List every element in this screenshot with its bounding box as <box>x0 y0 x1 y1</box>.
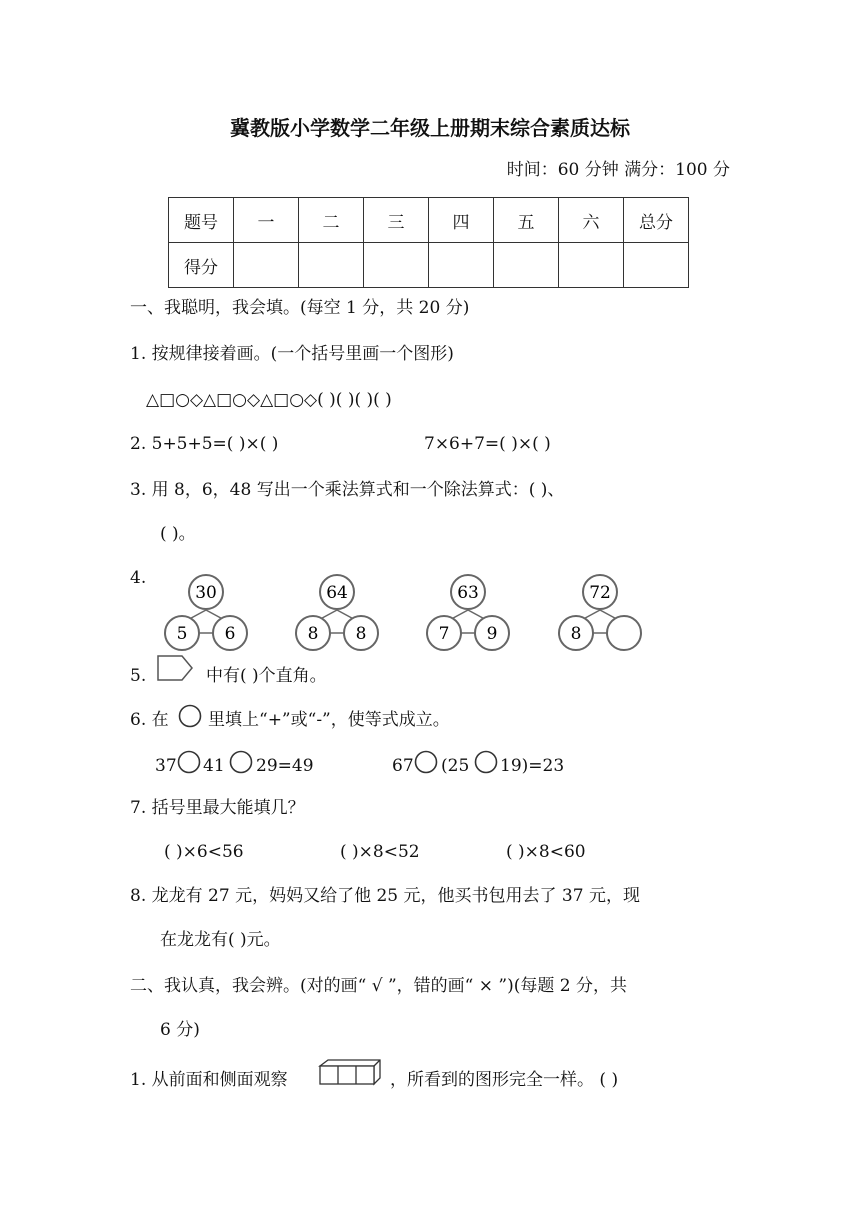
tree-left-number: 5 <box>176 624 188 644</box>
q6-eq1-a: 37 <box>155 756 177 776</box>
answer-circle[interactable] <box>474 749 500 775</box>
score-table-header-row <box>169 198 689 243</box>
q7-item: ( )×8<52 <box>340 842 420 862</box>
tree-right-number: 9 <box>486 624 498 644</box>
q4-label: 4. <box>130 568 147 588</box>
header-cell: 题号 <box>169 198 234 243</box>
exam-meta: 时间：60 分钟 满分：100 分 <box>506 160 730 180</box>
tree-left-number: 8 <box>570 624 582 644</box>
answer-circle[interactable] <box>414 749 440 775</box>
q2-left: 2. 5+5+5=( )×( ) <box>130 434 279 454</box>
header-cell: 二 <box>299 198 364 243</box>
tree-right-number: 6 <box>224 624 236 644</box>
q6-eq2-b: (25 <box>441 756 470 776</box>
score-cell[interactable] <box>429 243 494 288</box>
number-tree-1 <box>165 575 247 650</box>
q7-item: ( )×6<56 <box>164 842 244 862</box>
q7-text: 7. 括号里最大能填几？ <box>130 798 305 818</box>
blank-answer-circle[interactable] <box>607 616 641 650</box>
q1-sequence: △□○◇△□○◇△□○◇( )( )( )( ) <box>146 390 392 410</box>
score-cell[interactable] <box>494 243 559 288</box>
header-cell: 六 <box>559 198 624 243</box>
pentagon-shape-icon <box>156 654 196 684</box>
header-cell: 总分 <box>624 198 689 243</box>
s2-q1-after: ，所看到的图形完全一样。 ( ) <box>390 1070 619 1090</box>
s2-q1-before: 1. 从前面和侧面观察 <box>130 1070 288 1090</box>
tree-top-number: 30 <box>195 583 217 603</box>
header-cell: 三 <box>364 198 429 243</box>
q6-text-after: 里填上“+”或“-”，使等式成立。 <box>208 710 450 730</box>
number-tree-4 <box>559 575 641 650</box>
q3-line1: 3. 用 8，6，48 写出一个乘法算式和一个除法算式：( )、 <box>130 480 565 500</box>
q8-line1: 8. 龙龙有 27 元，妈妈又给了他 25 元，他买书包用去了 37 元，现 <box>130 886 640 906</box>
q5-label: 5. <box>130 666 147 686</box>
page-title: 冀教版小学数学二年级上册期末综合素质达标 <box>230 116 630 140</box>
section2-heading-cont: 6 分) <box>160 1020 200 1040</box>
header-cell: 五 <box>494 198 559 243</box>
q8-line2: 在龙龙有( )元。 <box>160 930 281 950</box>
q6-text-before: 6. 在 <box>130 710 169 730</box>
number-tree-2 <box>296 575 378 650</box>
q6-eq2-c: 19)=23 <box>500 756 565 776</box>
answer-circle[interactable] <box>177 749 203 775</box>
score-cell[interactable] <box>299 243 364 288</box>
section1-heading: 一、我聪明，我会填。(每空 1 分，共 20 分) <box>130 298 470 318</box>
q6-eq1-c: 29=49 <box>256 756 314 776</box>
q6-eq2-a: 67 <box>392 756 414 776</box>
q6-eq1-b: 41 <box>203 756 225 776</box>
q2-right: 7×6+7=( )×( ) <box>424 434 551 454</box>
tree-top-number: 64 <box>326 583 348 603</box>
tree-left-number: 7 <box>438 624 450 644</box>
header-cell: 一 <box>234 198 299 243</box>
tree-top-number: 63 <box>457 583 479 603</box>
score-table-score-row <box>169 243 689 288</box>
q7-item: ( )×8<60 <box>506 842 586 862</box>
header-cell: 四 <box>429 198 494 243</box>
tree-top-number: 72 <box>589 583 611 603</box>
section2-heading: 二、我认真，我会辨。(对的画“ √ ”，错的画“ × ”)(每题 2 分，共 <box>130 976 627 996</box>
number-trees-figure <box>150 570 670 660</box>
q5-text: 中有( )个直角。 <box>206 666 327 686</box>
q3-line2: ( )。 <box>160 524 196 544</box>
cube-blocks-icon <box>318 1058 384 1088</box>
score-cell[interactable] <box>234 243 299 288</box>
score-cell[interactable] <box>624 243 689 288</box>
answer-circle[interactable] <box>229 749 255 775</box>
score-cell[interactable] <box>364 243 429 288</box>
tree-left-number: 8 <box>307 624 319 644</box>
tree-right-number: 8 <box>355 624 367 644</box>
row-label: 得分 <box>169 243 234 288</box>
score-table <box>168 197 689 288</box>
score-cell[interactable] <box>559 243 624 288</box>
q1-text: 1. 按规律接着画。(一个括号里画一个图形) <box>130 344 454 364</box>
circle-blank-icon <box>178 703 204 729</box>
number-tree-3 <box>427 575 509 650</box>
